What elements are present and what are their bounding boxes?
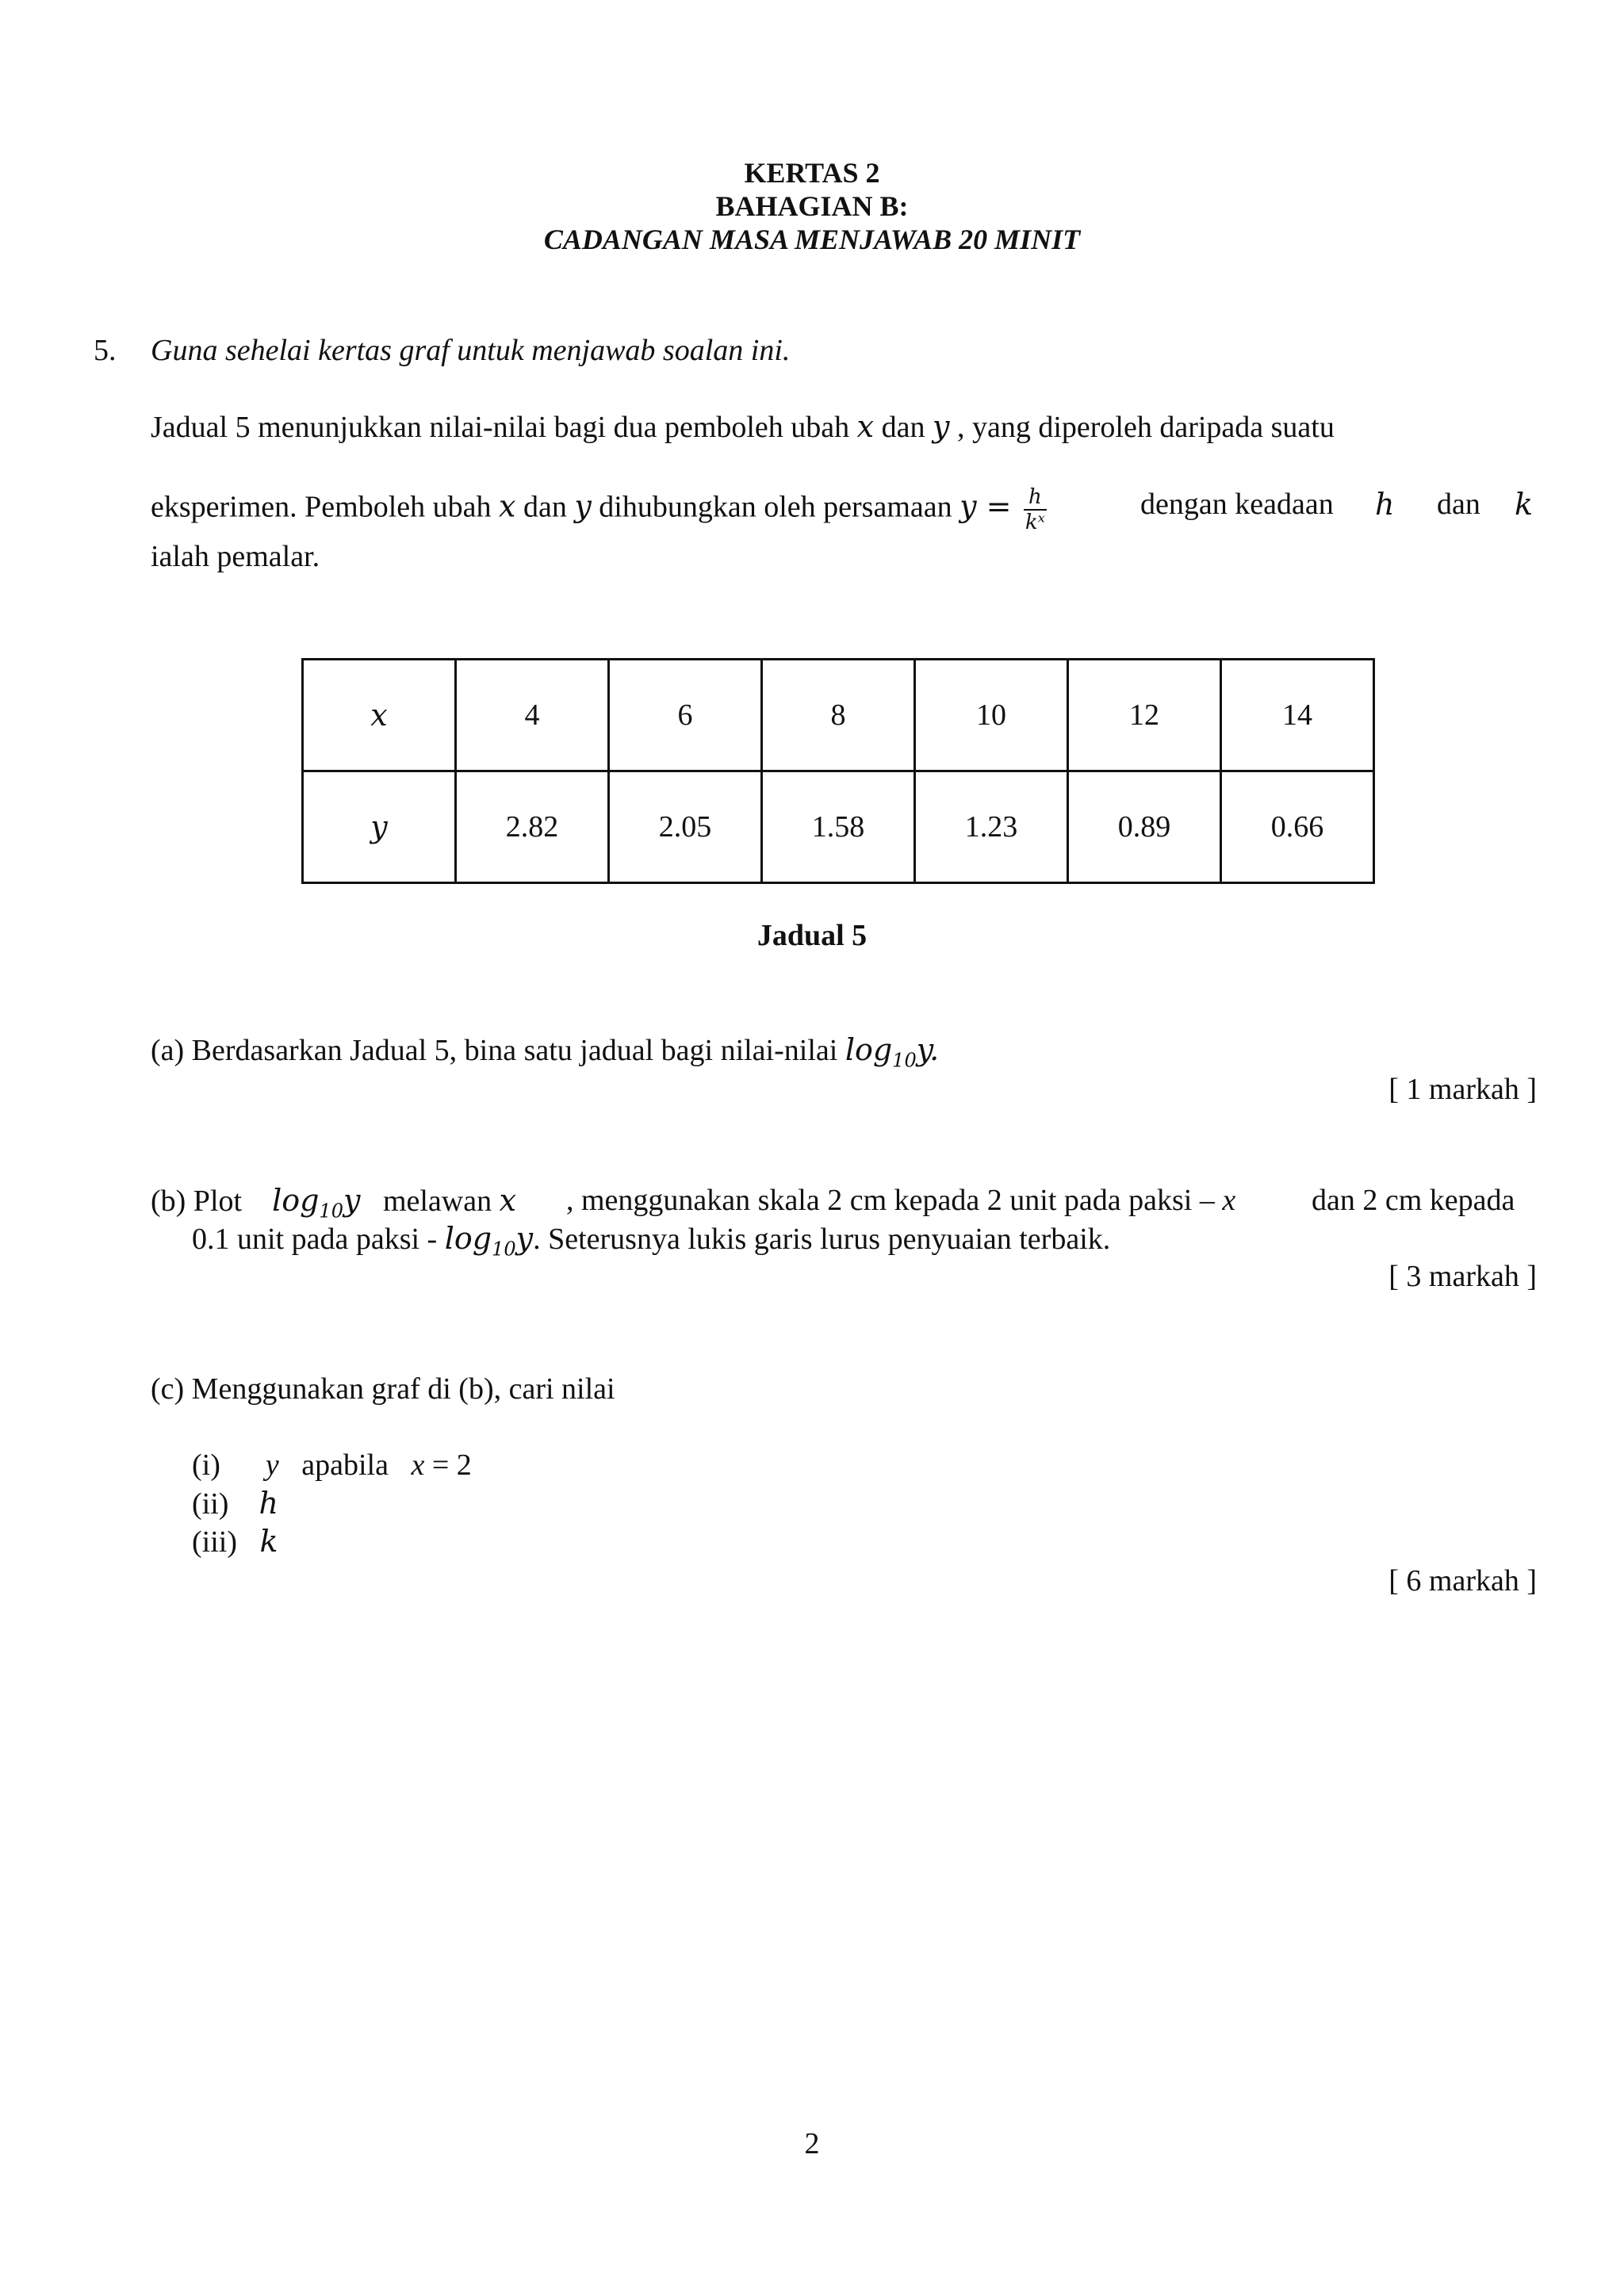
part-a-label: (a) Berdasarkan Jadual 5, bina satu jadual bagi nilai-nilai [151,1034,838,1067]
intro-line2-text-a: eksperimen. Pemboleh ubah [151,490,492,524]
log-expression [444,1221,534,1261]
part-b-line-1-c: dan 2 cm kepada [1312,1184,1515,1217]
var-h: h [1375,487,1395,522]
word-dan: dan [523,490,567,524]
part-b-text-scale: , menggunakan skala 2 cm kepada 2 unit pada paksi – [566,1184,1215,1217]
log-base: log [845,1032,893,1067]
table-row [303,771,1374,883]
log-expression [272,1183,361,1223]
table-cell: 4 [456,660,609,771]
intro-line2-text-b: dihubungkan oleh persamaan [599,490,952,524]
time-suggestion: CADANGAN MASA MENJAWAB 20 MINIT [543,224,1081,255]
part-c-item-3 [192,1524,278,1559]
var-x: x [411,1448,425,1482]
value-equals-2: = 2 [431,1448,472,1482]
part-b-line-2 [192,1221,1110,1267]
part-b-text-melawan: melawan [382,1184,492,1218]
paper-title: KERTAS 2 [744,157,880,189]
part-c-text: (c) Menggunakan graf di (b), cari nilai [151,1372,615,1406]
log-variable: y [343,1183,361,1218]
table-cell: 8 [762,660,915,771]
var-h: h [259,1486,278,1521]
log-subscript: 10 [892,1049,917,1072]
var-x: x [856,409,875,444]
table-cell: 2.05 [609,771,762,883]
var-y: y [574,488,592,524]
table-header-x: x [303,660,456,771]
word-apabila: apabila [301,1448,389,1482]
equation-lhs: y = [959,488,1012,524]
log-variable: y [515,1221,534,1256]
table-cell: 12 [1068,660,1221,771]
log-subscript: 10 [319,1200,343,1223]
part-c-marks: [ 6 markah ] [1388,1564,1537,1598]
log-subscript: 10 [492,1238,516,1261]
intro-line-2-end [1140,487,1334,522]
table-cell: 14 [1221,660,1374,771]
item-label: (i) [192,1448,220,1482]
part-a-marks: [ 1 markah ] [1388,1073,1537,1106]
section-title: BAHAGIAN B: [715,190,909,222]
table-cell: 10 [915,660,1068,771]
var-k: k [1515,487,1534,522]
table-cell: 1.58 [762,771,915,883]
part-b-marks: [ 3 markah ] [1388,1260,1537,1293]
data-table [301,658,1375,884]
question-number: 5. [94,334,117,367]
word-dan: dan [881,411,925,444]
part-b-line2-a: 0.1 unit pada paksi - [192,1223,438,1256]
table-cell: 1.23 [915,771,1068,883]
intro-text-b: , yang diperoleh daripada suatu [956,411,1335,444]
intro-line-1 [151,409,1335,445]
table-header-y: y [303,771,456,883]
var-y: y [932,409,950,444]
var-k: k [259,1524,278,1559]
page-number: 2 [804,2127,820,2160]
item-label: (iii) [192,1525,237,1559]
table-cell: 2.82 [456,771,609,883]
word-dan: dan [1437,488,1480,521]
var-y: y [265,1448,279,1482]
log-base: log [444,1221,492,1256]
intro-text-a: Jadual 5 menunjukkan nilai-nilai bagi dua pemboleh ubah [151,411,850,444]
table-cell: 0.66 [1221,771,1374,883]
equation-fraction [1024,487,1047,533]
part-b-label: (b) Plot [151,1184,243,1218]
log-variable: y. [916,1032,940,1067]
table-caption: Jadual 5 [756,919,868,952]
intro-line-2 [151,487,1051,533]
part-a-text [151,1032,939,1078]
var-x: x [499,488,516,524]
log-base: log [272,1183,320,1218]
intro-line2-text-c: dengan keadaan [1140,488,1334,521]
table-cell: 6 [609,660,762,771]
intro-line-3: ialah pemalar. [151,540,320,573]
table-cell: 0.89 [1068,771,1221,883]
table-row [303,660,1374,771]
var-x: x [1222,1184,1236,1217]
log-expression [845,1032,940,1072]
part-b-line2-b: . Seterusnya lukis garis lurus penyuaian terbaik. [533,1223,1111,1256]
item-label: (ii) [192,1487,229,1521]
part-b-line-1-b [566,1183,1235,1218]
equation-denominator: kˣ [1025,511,1045,534]
equation-numerator: h [1024,487,1047,511]
part-c-item-1 [192,1448,472,1483]
part-c-item-2 [192,1486,278,1521]
question-instruction: Guna sehelai kertas graf untuk menjawab soalan ini. [151,334,791,367]
var-x: x [499,1183,517,1218]
